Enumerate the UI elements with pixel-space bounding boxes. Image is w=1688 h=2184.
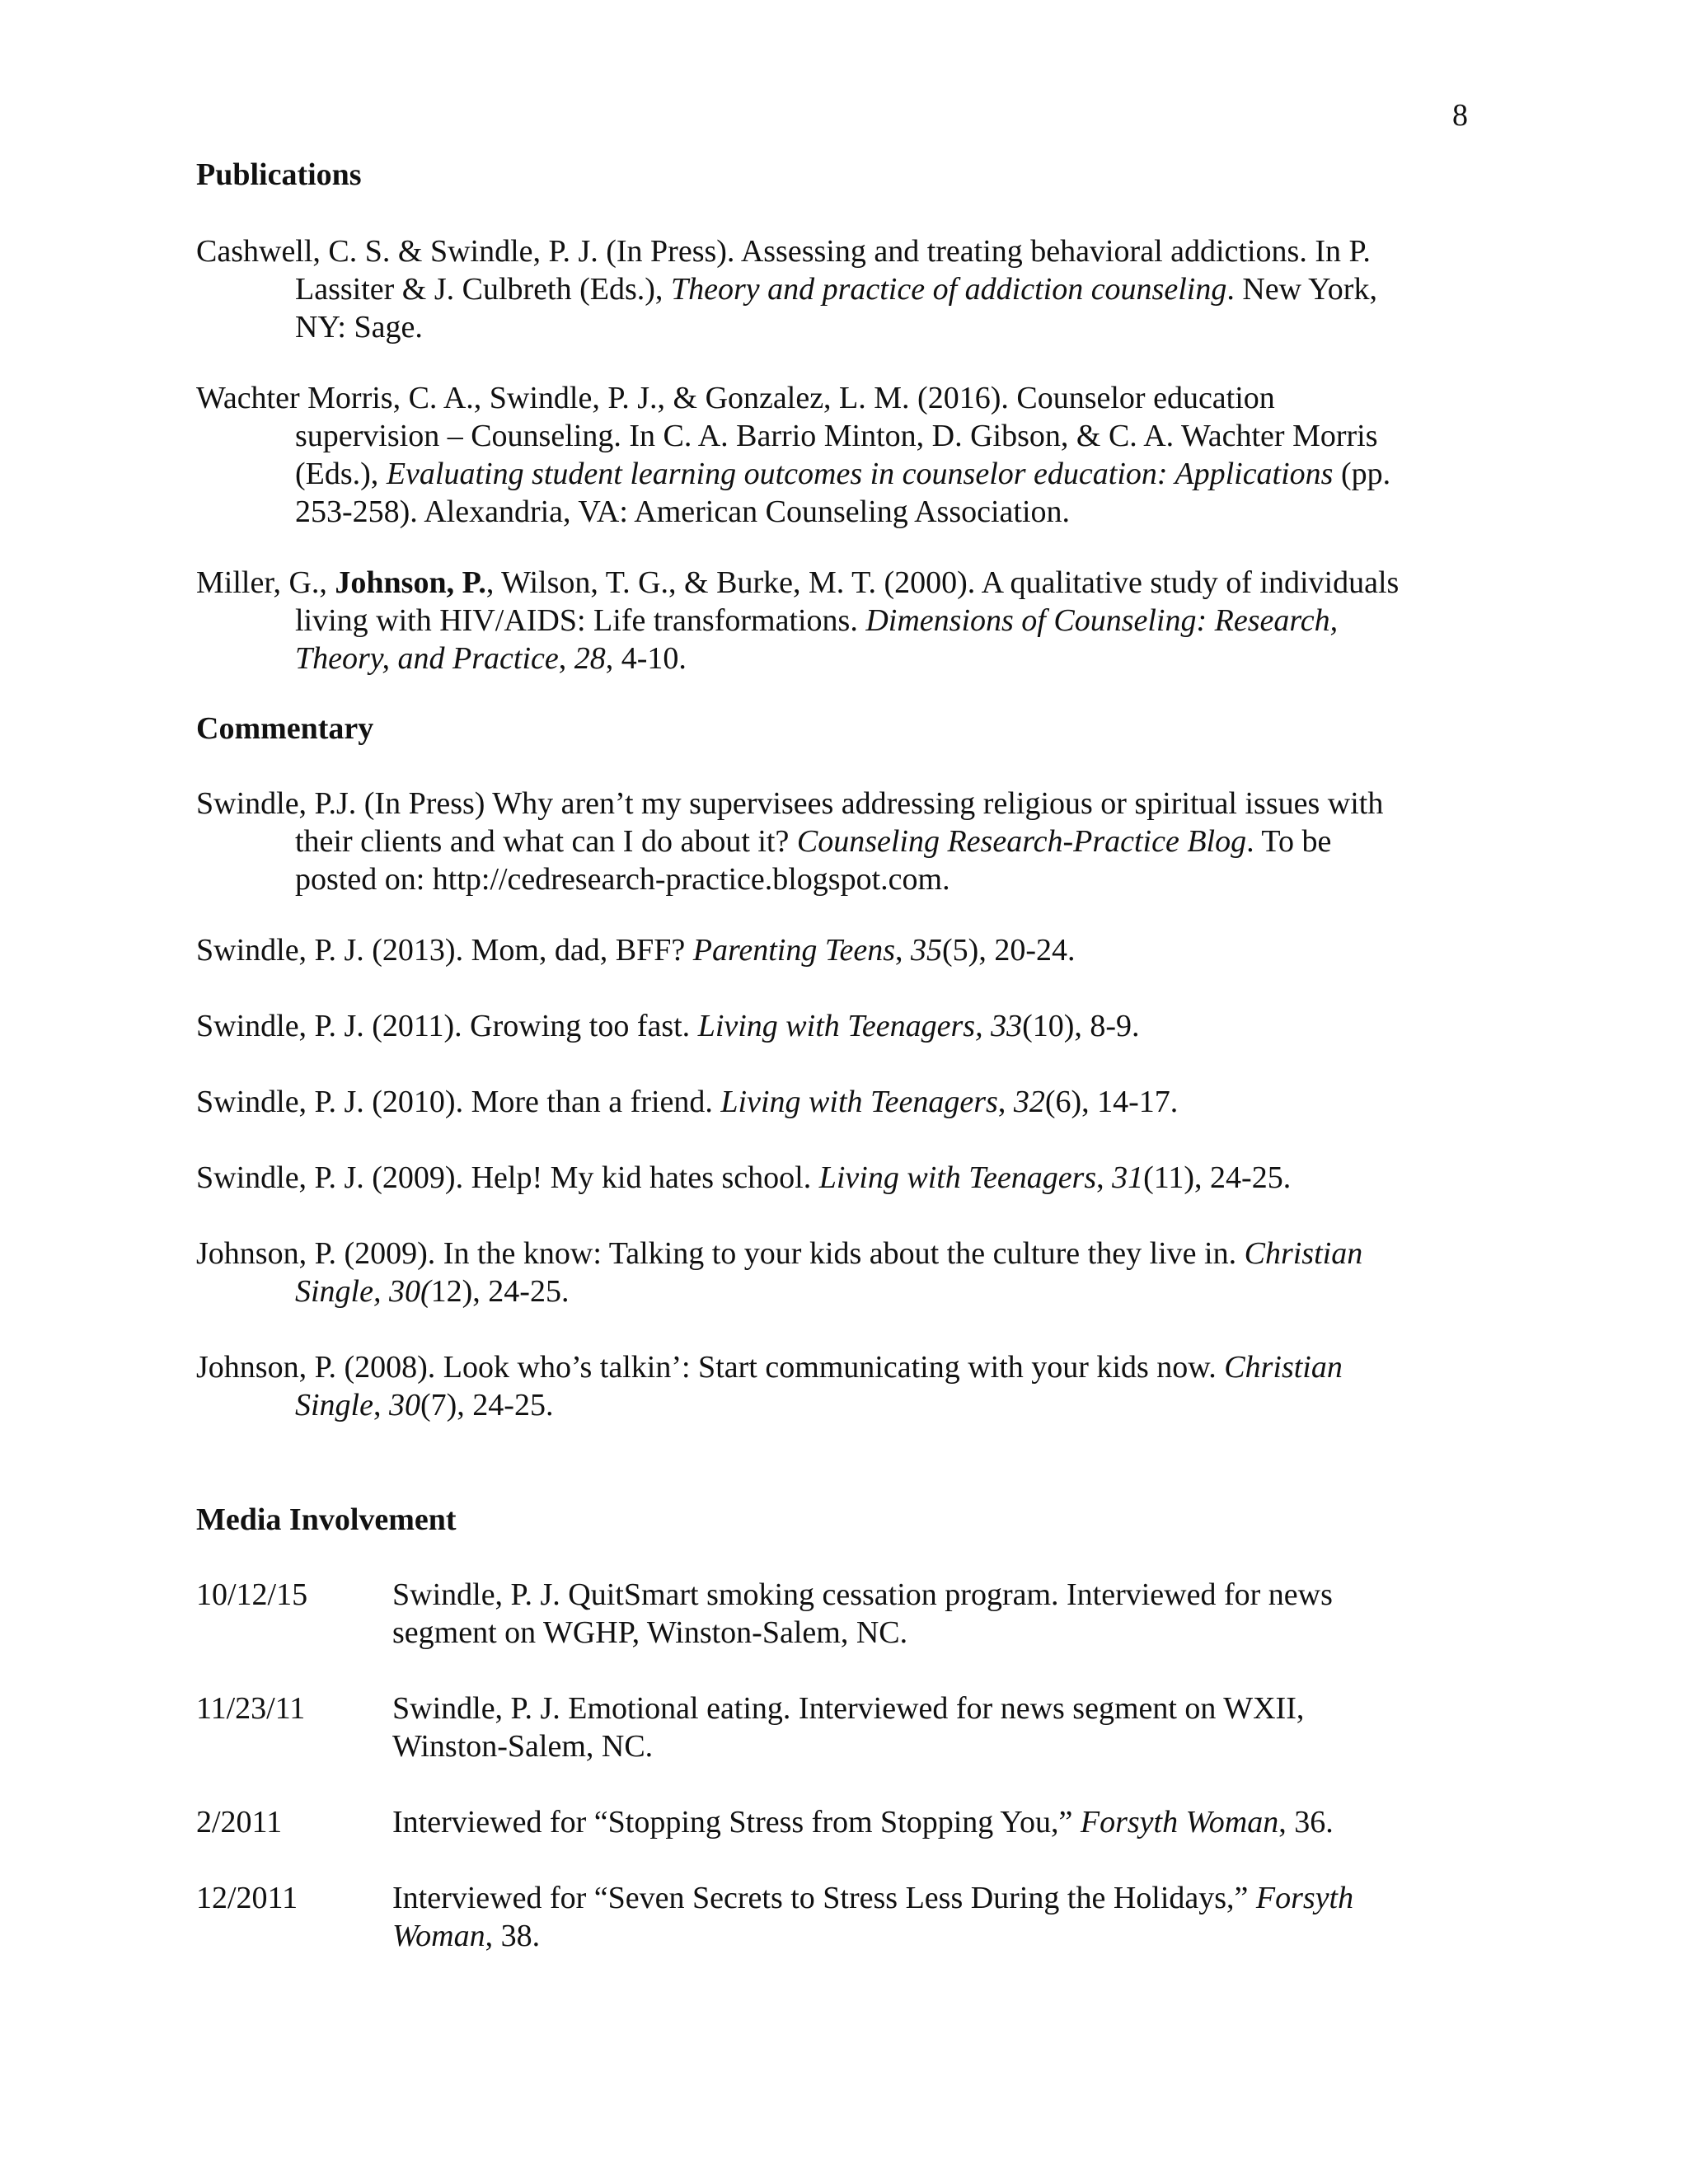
publications-heading: Publications: [196, 157, 362, 192]
media-date: 11/23/11: [196, 1691, 306, 1726]
media-involvement-heading: Media Involvement: [196, 1502, 457, 1537]
commentary-entry: Swindle, P. J. (2011). Growing too fast. Living with Teenagers, 33(10), 8-9.: [196, 1009, 1140, 1043]
publication-entry: Miller, G., Johnson, P., Wilson, T. G., & Burke, M. T. (2000). A qualitative study of individuals living with HIV/AIDS: Life transformations. Dimensions of Counseling: Research, Theory, and Practice, 28, 4-10.: [196, 565, 1400, 676]
media-date: 10/12/15: [196, 1577, 308, 1612]
page-number: 8: [1452, 98, 1468, 133]
commentary-entry: Swindle, P.J. (In Press) Why aren’t my supervisees addressing religious or spiritual issues with their clients and what can I do about it? Counseling Research-Practice Blog. To be posted on: http://cedresearch-practice.blogspot.com.: [196, 786, 1384, 897]
media-date: 2/2011: [196, 1805, 283, 1840]
commentary-heading: Commentary: [196, 711, 374, 746]
commentary-entry: Swindle, P. J. (2009). Help! My kid hates school. Living with Teenagers, 31(11), 24-25.: [196, 1160, 1292, 1195]
commentary-entry: Swindle, P. J. (2010). More than a friend. Living with Teenagers, 32(6), 14-17.: [196, 1085, 1179, 1119]
publication-entry: Cashwell, C. S. & Swindle, P. J. (In Press). Assessing and treating behavioral addictions. In P. Lassiter & J. Culbreth (Eds.), Theory and practice of addiction counseling. New York, NY: Sage.: [196, 234, 1377, 344]
media-date: 12/2011: [196, 1881, 298, 1915]
commentary-entry: Johnson, P. (2008). Look who’s talkin’: Start communicating with your kids now. Christian Single, 30(7), 24-25.: [196, 1350, 1343, 1422]
publication-entry: Wachter Morris, C. A., Swindle, P. J., & Gonzalez, L. M. (2016). Counselor education supervision – Counseling. In C. A. Barrio Minton, D. Gibson, & C. A. Wachter Morris (Eds.), Evaluating student learning outcomes in counselor education: Applications (pp. 253-258). Alexandria, VA: American Counseling Association.: [196, 381, 1391, 529]
document-page: 8 Publications Cashwell, C. S. & Swindle, P. J. (In Press). Assessing and treating behavioral addictions. In P. Lassiter & J. Culbreth (Eds.), Theory and practice of addiction counseling. New York, NY: Sage. Wachter Morris, C. A., Swindle, P. J., & Gonzalez, L. M. (2016). Counselor education supervision – Counseling. In C. A. Barrio Minton, D. Gibson, & C. A. Wachter Morris (Eds.), Evaluating student learning outcomes in counselor education: Applications (pp. 253-258). Alexandria, VA: American Counseling Association. Miller, G., Johnson, P., Wilson, T. G., & Burke, M. T. (2000). A qualitative study of individuals living with HIV/AIDS: Life transformations. Dimensions of Counseling: Research, Theory, and Practice, 28, 4-10. Commentary Swindle, P.J. (In Press) Why aren’t my supervisees addressing religious or spiritual issues with their clients and what can I do about it? Counseling Research-Practice Blog. To be posted on: http://cedresearch-practice.blogspot.com. Swindle, P. J. (2013). Mom, dad, BFF? Parenting Teens, 35(5), 20-24. Swindle, P. J. (2011). Growing too fast. Living with Teenagers, 33(10), 8-9. Swindle, P. J. (2010). More than a friend. Living with Teenagers, 32(6), 14-17. Swindle, P. J. (2009). Help! My kid hates school. Living with Teenagers, 31(11), 24-25. Johnson, P. (2009). In the know: Talking to your kids about the culture they live in. Christian Single, 30(12), 24-25. Johnson, P. (2008). Look who’s talkin’: Start communicating with your kids now. Christian Single, 30(7), 24-25. Media Involvement 10/12/15 Swindle, P. J. QuitSmart smoking cessation program. Interviewed for news segment on WGHP, Winston-Salem, NC. 11/23/11 Swindle, P. J. Emotional eating. Interviewed for news segment on WXII, Winston-Salem, NC. 2/2011 Interviewed for “Stopping Stress from Stopping You,” Forsyth Woman, 36. 12/2011 Interviewed for “Seven Secrets to Stress Less During the Holidays,” Forsyth Woman, 38.: [0, 0, 1688, 2184]
commentary-entry: Johnson, P. (2009). In the know: Talking to your kids about the culture they live in. Christian Single, 30(12), 24-25.: [196, 1236, 1363, 1309]
commentary-entry: Swindle, P. J. (2013). Mom, dad, BFF? Parenting Teens, 35(5), 20-24.: [196, 933, 1076, 968]
